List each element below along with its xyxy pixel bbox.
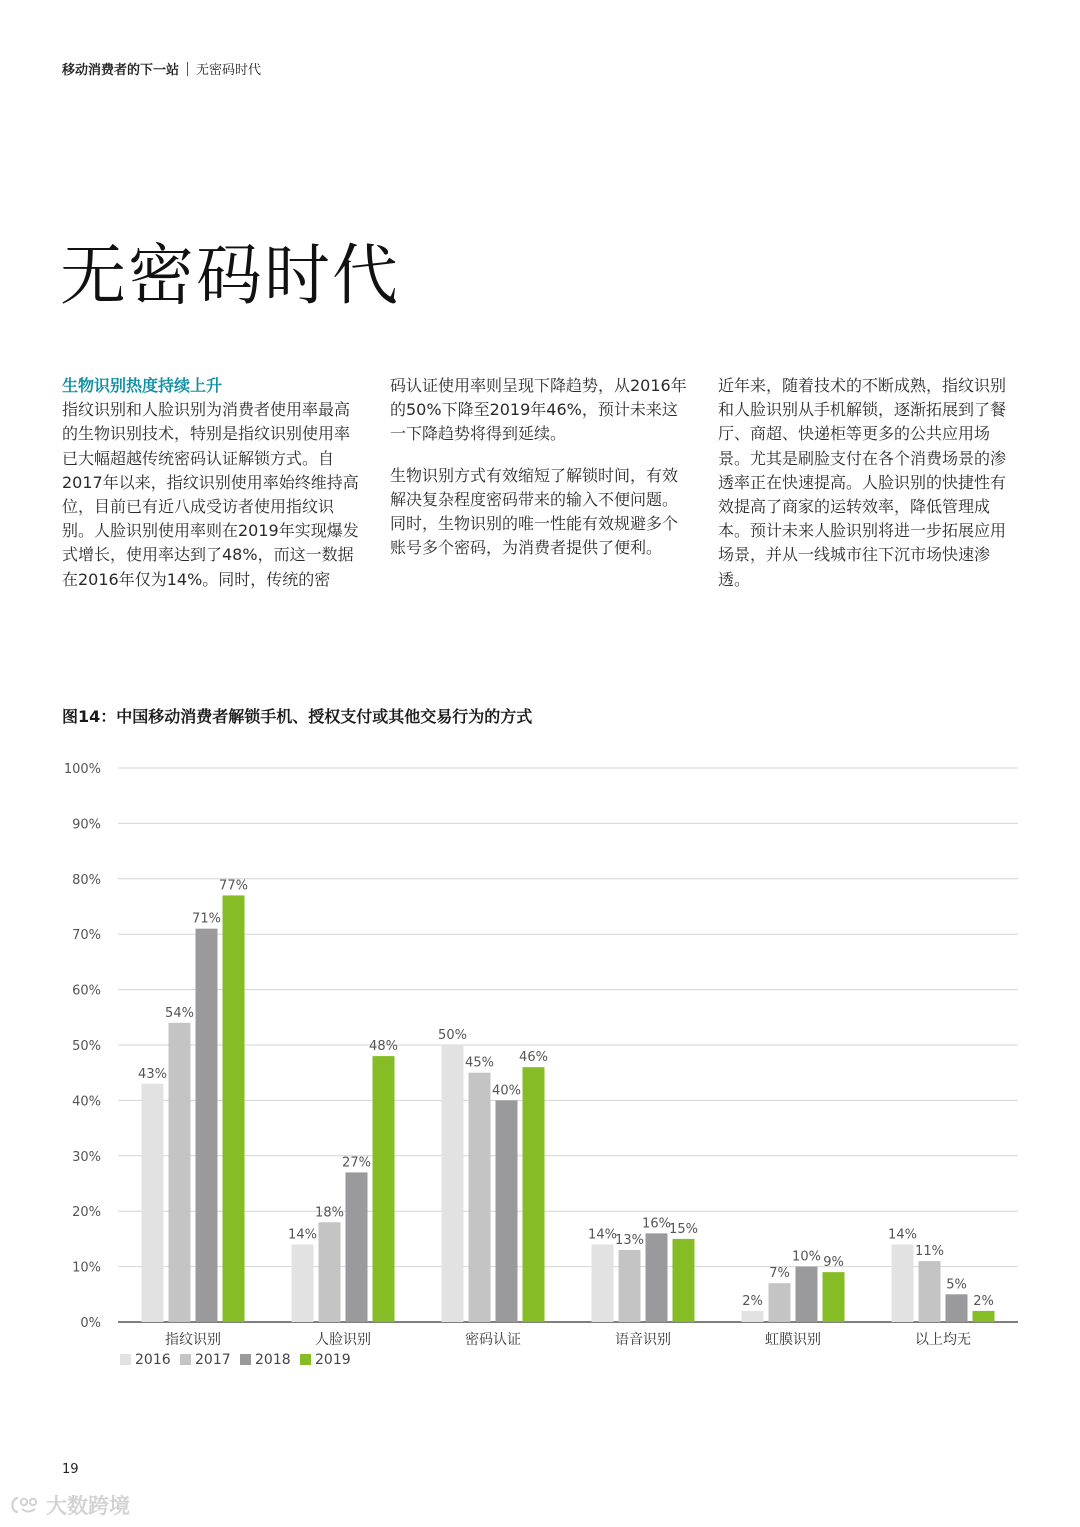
bar (769, 1283, 791, 1322)
bar-value-label: 11% (915, 1244, 944, 1260)
y-tick-label: 40% (72, 1094, 101, 1110)
bar-value-label: 2% (742, 1293, 763, 1309)
bar-value-label: 71% (192, 911, 221, 927)
legend-swatch (240, 1354, 251, 1365)
paragraph: 生物识别方式有效缩短了解锁时间，有效解决复杂程度密码带来的输入不便问题。同时，生物识别的唯一性能有效规避多个账号多个密码，为消费者提供了便利。 (390, 465, 679, 558)
x-category-label: 以上均无 (915, 1332, 971, 1348)
bar-value-label: 50% (438, 1028, 467, 1043)
bar-value-label: 15% (669, 1221, 698, 1237)
header-report-title: 移动消费者的下一站 (62, 63, 180, 78)
bar (169, 1023, 191, 1322)
bar (292, 1244, 314, 1322)
legend-swatch (120, 1354, 131, 1365)
bar (346, 1172, 368, 1322)
bar-chart (0, 740, 1080, 1390)
legend-swatch (300, 1354, 311, 1365)
y-tick-label: 70% (72, 928, 101, 944)
bar-value-label: 48% (369, 1039, 398, 1055)
bar (892, 1244, 914, 1322)
bar-value-label: 7% (769, 1266, 790, 1282)
x-category-label: 密码认证 (465, 1332, 521, 1348)
legend-label: 2019 (315, 1352, 351, 1368)
bar-value-label: 14% (888, 1227, 917, 1243)
x-category-label: 人脸识别 (315, 1332, 371, 1348)
y-tick-label: 100% (63, 762, 101, 777)
bar (796, 1267, 818, 1322)
text-column-1 (62, 374, 362, 609)
text-column-3 (718, 374, 1018, 609)
y-tick-label: 90% (72, 817, 101, 833)
bar (973, 1311, 995, 1322)
y-tick-label: 30% (72, 1149, 101, 1165)
bar (919, 1261, 941, 1322)
header-divider (187, 62, 188, 76)
bar-value-label: 5% (946, 1277, 967, 1293)
paragraph: 近年来，随着技术的不断成熟，指纹识别和人脸识别从手机解锁，逐渐拓展到了餐厅、商超、快递柜等更多的公共应用场景。尤其是刷脸支付在各个消费场景的渗透率正在快速提高。人脸识别的快捷性有效提高了商家的运转效率，降低管理成本。预计未来人脸识别将进一步拓展应用场景，并从一线城市往下沉市场快速渗透。 (718, 376, 1007, 589)
bar-value-label: 43% (138, 1066, 167, 1082)
y-tick-label: 10% (72, 1260, 101, 1276)
watermark-text: 大数跨境 (46, 1494, 130, 1518)
bar-value-label: 13% (615, 1232, 644, 1248)
x-category-label: 指纹识别 (165, 1332, 221, 1348)
y-tick-label: 50% (72, 1039, 101, 1054)
figure-title: 图14：中国移动消费者解锁手机、授权支付或其他交易行为的方式 (62, 707, 533, 726)
bar-value-label: 9% (823, 1255, 844, 1271)
bar (823, 1272, 845, 1322)
watermark (8, 1490, 130, 1520)
y-tick-label: 60% (72, 983, 101, 999)
bar (592, 1244, 614, 1322)
y-tick-label: 80% (72, 872, 101, 888)
bar (223, 895, 245, 1322)
bar (742, 1311, 764, 1322)
bar (646, 1233, 668, 1322)
bar (442, 1045, 464, 1322)
bar-value-label: 27% (342, 1155, 371, 1171)
y-tick-label: 0% (80, 1316, 101, 1331)
bar-value-label: 10% (792, 1249, 821, 1265)
bar (523, 1067, 545, 1322)
watermark-logo-icon (8, 1494, 42, 1516)
legend-label: 2018 (255, 1352, 291, 1368)
page-title: 无密码时代 (60, 237, 400, 314)
section-subhead: 生物识别热度持续上升 (62, 376, 223, 395)
bar-value-label: 40% (492, 1083, 521, 1099)
x-category-label: 语音识别 (615, 1332, 671, 1348)
x-category-label: 虹膜识别 (765, 1332, 821, 1348)
bar-value-label: 46% (519, 1050, 548, 1066)
legend-swatch (180, 1354, 191, 1365)
paragraph: 码认证使用率则呈现下降趋势，从2016年的50%下降至2019年46%，预计未来这一下降趋势将得到延续。 (390, 376, 687, 444)
bar (946, 1294, 968, 1322)
bar (196, 929, 218, 1322)
bar (619, 1250, 641, 1322)
bar-value-label: 14% (288, 1227, 317, 1243)
bar-value-label: 16% (642, 1216, 671, 1232)
legend-label: 2017 (195, 1352, 231, 1368)
bar (142, 1084, 164, 1322)
paragraph: 指纹识别和人脸识别为消费者使用率最高的生物识别技术，特别是指纹识别使用率已大幅超越传统密码认证解锁方式。自2017年以来，指纹识别使用率始终维持高位，目前已有近八成受访者使用指纹识别。人脸识别使用率则在2019年实现爆发式增长，使用率达到了48%，而这一数据在2016年仅为14%。同时，传统的密 (62, 400, 359, 589)
y-tick-label: 20% (72, 1205, 101, 1221)
bar-value-label: 77% (219, 878, 248, 894)
bar (319, 1222, 341, 1322)
bar (469, 1073, 491, 1322)
header-section-title: 无密码时代 (196, 63, 262, 78)
bar (373, 1056, 395, 1322)
running-header (62, 59, 261, 78)
page-number: 19 (62, 1462, 79, 1477)
bar-value-label: 54% (165, 1005, 194, 1021)
bar (496, 1100, 518, 1322)
bar-value-label: 45% (465, 1055, 494, 1071)
bar-value-label: 14% (588, 1227, 617, 1243)
bar (673, 1239, 695, 1322)
legend-label: 2016 (135, 1352, 171, 1368)
bar-value-label: 18% (315, 1205, 344, 1221)
bar-value-label: 2% (973, 1293, 994, 1309)
text-column-2 (390, 374, 690, 577)
